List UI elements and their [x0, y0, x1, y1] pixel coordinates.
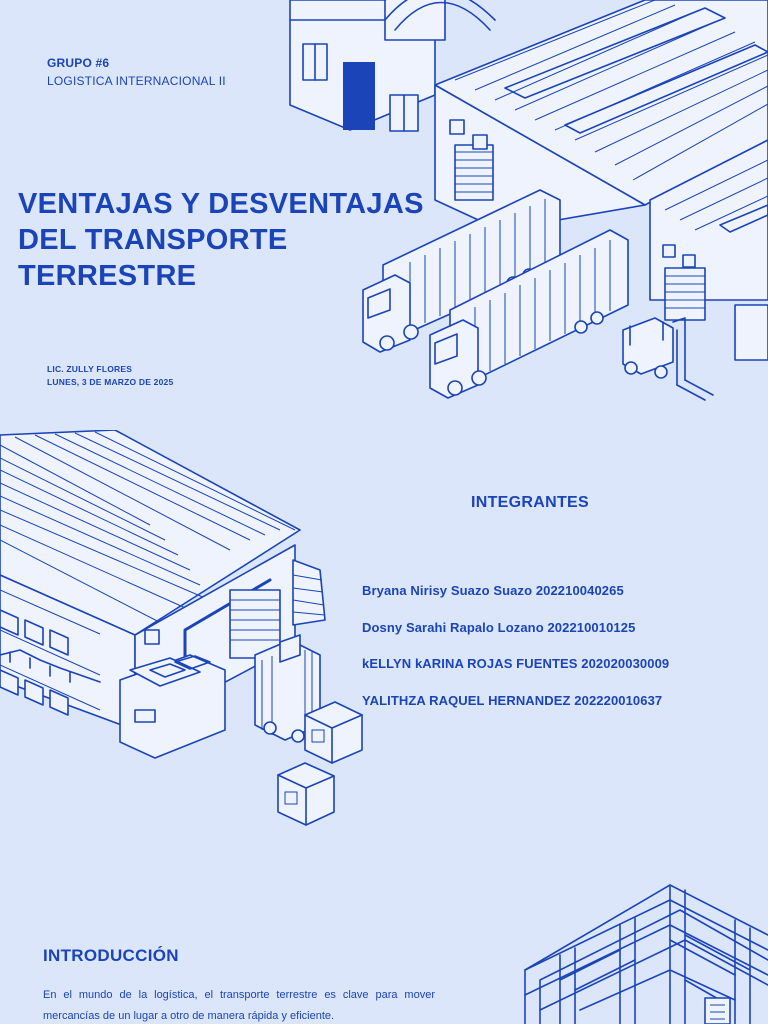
title-line-3: TERRESTRE [18, 260, 197, 292]
member-1: Bryana Nirisy Suazo Suazo 202210040265 [362, 583, 624, 598]
group-number: GRUPO #6 [47, 56, 110, 70]
intro-paragraph: En el mundo de la logística, el transporte terrestre es clave para mover mercancías de un lugar a otro de manera rápida y eficiente. [43, 989, 435, 1022]
member-4: YALITHZA RAQUEL HERNANDEZ 202220010637 [362, 693, 663, 708]
instructor-name: LIC. ZULLY FLORES [47, 364, 133, 374]
page-title [18, 186, 478, 294]
title-line-1: VENTAJAS Y DESVENTAJAS [18, 188, 424, 220]
intro-heading: INTRODUCCIÓN [43, 946, 179, 965]
member-2: Dosny Sarahi Rapalo Lozano 202210010125 [362, 620, 636, 635]
title-line-2: DEL TRANSPORTE [18, 224, 288, 256]
member-3: kELLYN kARINA ROJAS FUENTES 202020030009 [362, 656, 670, 671]
presentation-date: LUNES, 3 DE MARZO DE 2025 [47, 377, 174, 387]
members-heading: INTEGRANTES [471, 494, 589, 511]
warehouse-with-forklift-illustration [0, 430, 370, 830]
course-name: LOGISTICA INTERNACIONAL II [47, 74, 226, 88]
steel-frame-illustration [520, 880, 768, 1024]
